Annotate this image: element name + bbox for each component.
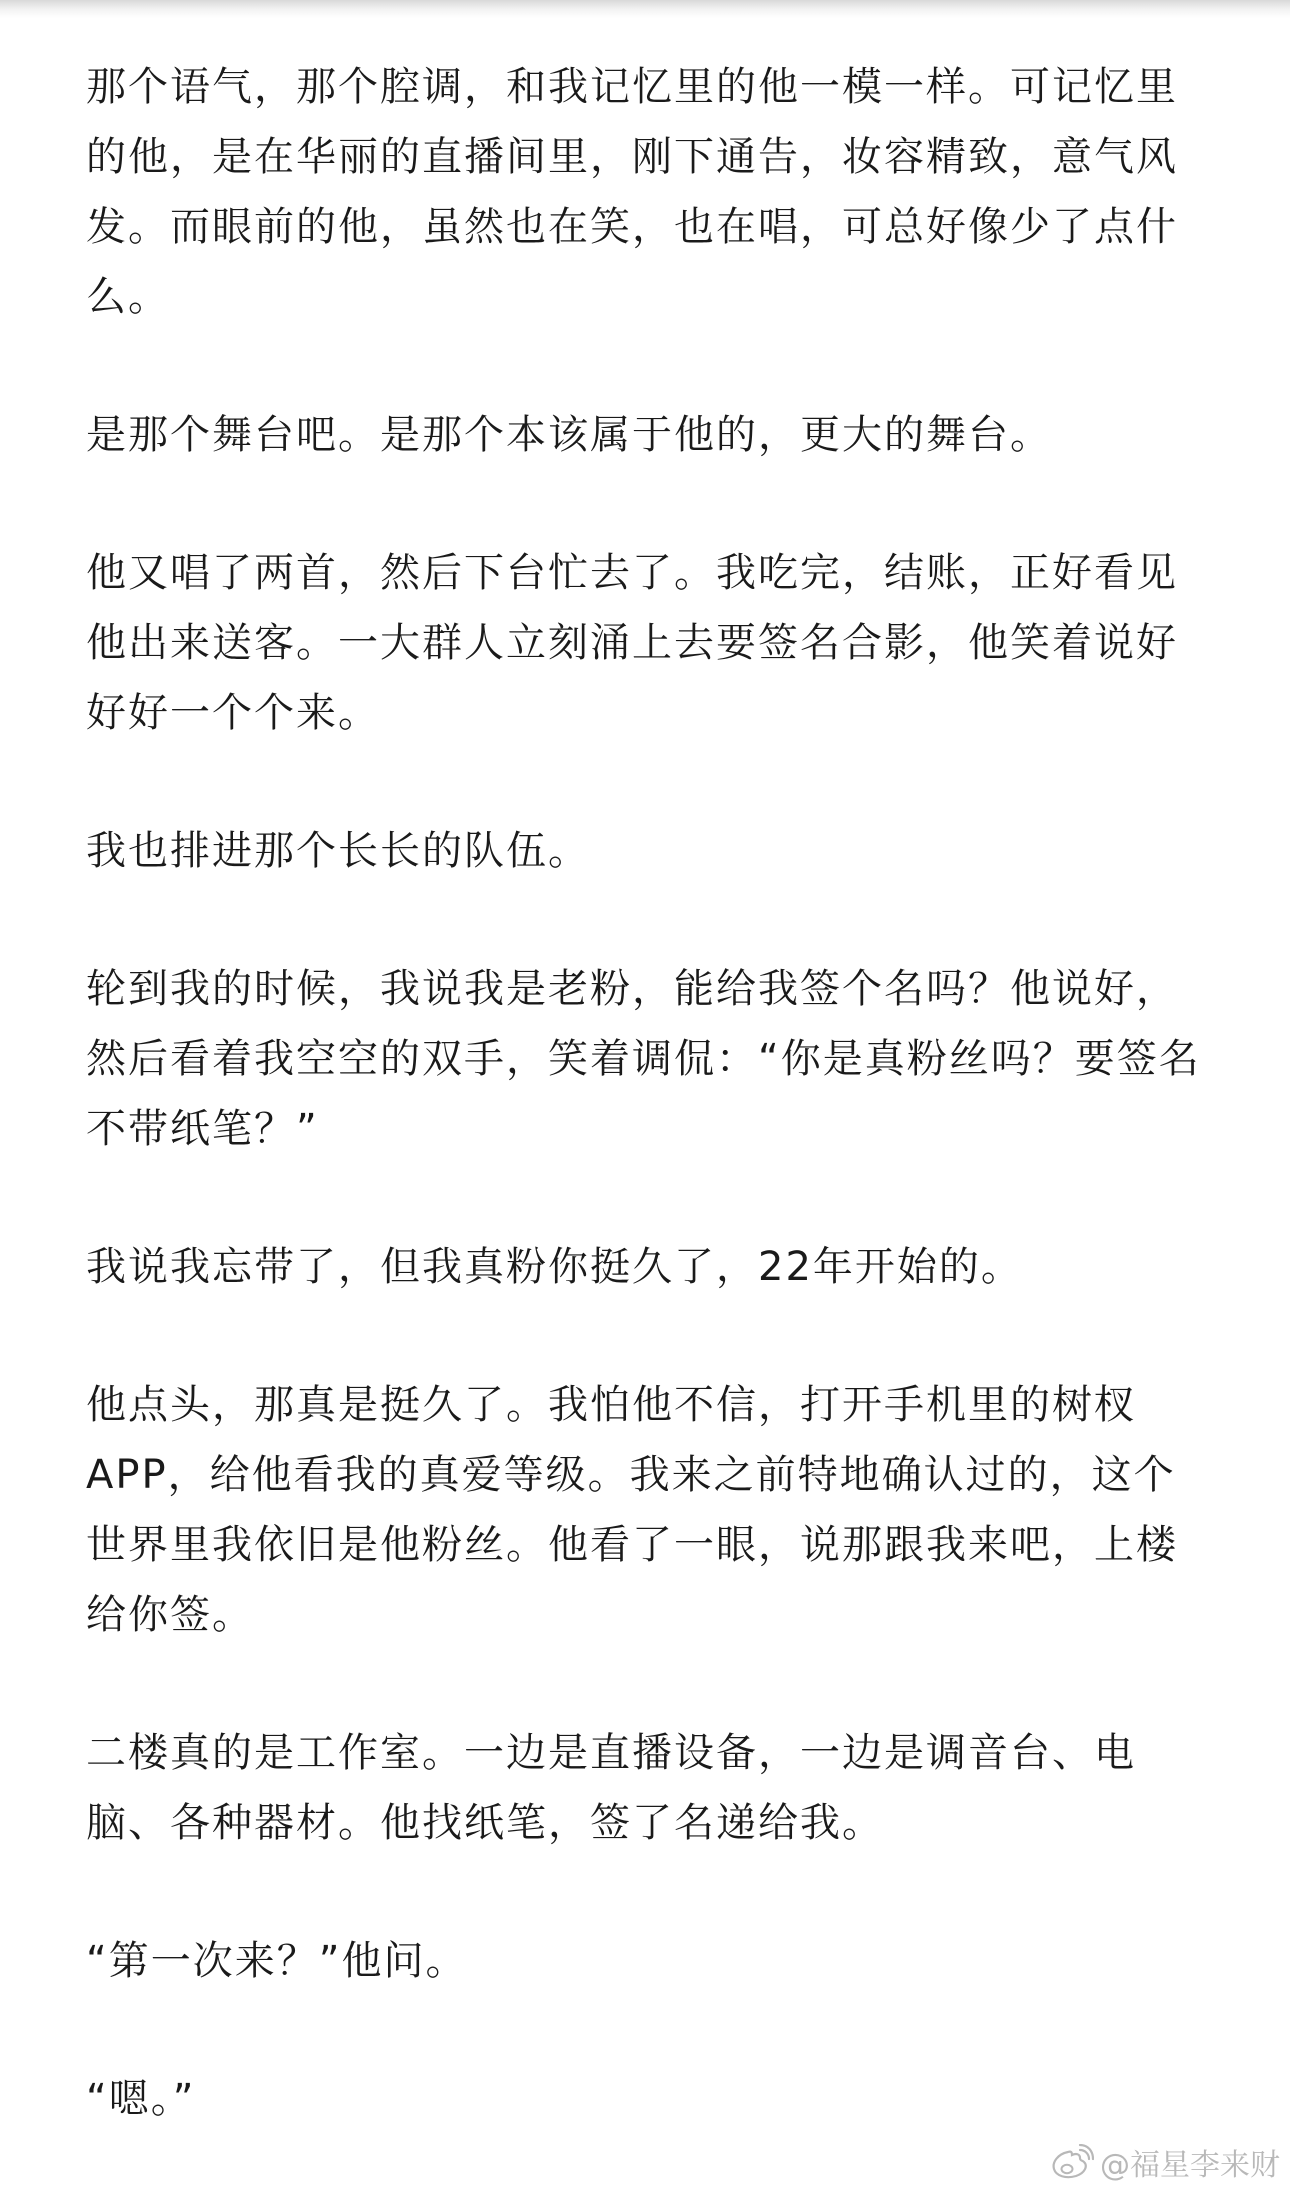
paragraph-line: 不带纸笔？” xyxy=(86,1106,319,1152)
paragraph-line: 他又唱了两首，然后下台忙去了。我吃完，结账，正好看见 xyxy=(86,550,1178,596)
paragraph-line: 我说我忘带了，但我真粉你挺久了，22年开始的。 xyxy=(86,1244,1023,1290)
paragraph xyxy=(86,816,1216,886)
article-body xyxy=(86,52,1216,2202)
paragraph xyxy=(86,400,1216,470)
paragraph xyxy=(86,954,1216,1164)
paragraph-line: 脑、各种器材。他找纸笔，签了名递给我。 xyxy=(86,1800,884,1846)
paragraph-line: 好好一个个来。 xyxy=(86,690,380,736)
paragraph-line: APP，给他看我的真爱等级。我来之前特地确认过的，这个 xyxy=(86,1452,1176,1498)
paragraph-line: 发。而眼前的他，虽然也在笑，也在唱，可总好像少了点什 xyxy=(86,204,1178,250)
top-edge-shadow xyxy=(0,0,1290,18)
paragraph-line: 给你签。 xyxy=(86,1592,254,1638)
paragraph-line: 轮到我的时候，我说我是老粉，能给我签个名吗？他说好， xyxy=(86,966,1178,1012)
paragraph-line: 是那个舞台吧。是那个本该属于他的，更大的舞台。 xyxy=(86,412,1052,458)
paragraph-line: 么。 xyxy=(86,274,170,320)
paragraph xyxy=(86,1232,1216,1302)
paragraph-line: 我也排进那个长长的队伍。 xyxy=(86,828,590,874)
paragraph-line: 然后看着我空空的双手，笑着调侃：“你是真粉丝吗？要签名 xyxy=(86,1036,1201,1082)
paragraph xyxy=(86,1370,1216,1650)
paragraph-line: 世界里我依旧是他粉丝。他看了一眼，说那跟我来吧，上楼 xyxy=(86,1522,1178,1568)
watermark xyxy=(1050,2140,1280,2184)
paragraph xyxy=(86,2064,1216,2134)
paragraph-line: 二楼真的是工作室。一边是直播设备，一边是调音台、电 xyxy=(86,1730,1136,1776)
paragraph xyxy=(86,538,1216,748)
paragraph-line: 他出来送客。一大群人立刻涌上去要签名合影，他笑着说好 xyxy=(86,620,1178,666)
watermark-text: @福星李来财 xyxy=(1100,2148,1280,2183)
paragraph-line: 那个语气，那个腔调，和我记忆里的他一模一样。可记忆里 xyxy=(86,64,1178,110)
paragraph xyxy=(86,1718,1216,1858)
paragraph-line: “嗯。” xyxy=(86,2076,196,2122)
weibo-logo-icon xyxy=(1050,2144,1094,2180)
paragraph xyxy=(86,52,1216,332)
paragraph-line: “第一次来？”他问。 xyxy=(86,1938,468,1984)
paragraph-line: 的他，是在华丽的直播间里，刚下通告，妆容精致，意气风 xyxy=(86,134,1178,180)
paragraph-line: 他点头，那真是挺久了。我怕他不信，打开手机里的树杈 xyxy=(86,1382,1136,1428)
paragraph xyxy=(86,1926,1216,1996)
